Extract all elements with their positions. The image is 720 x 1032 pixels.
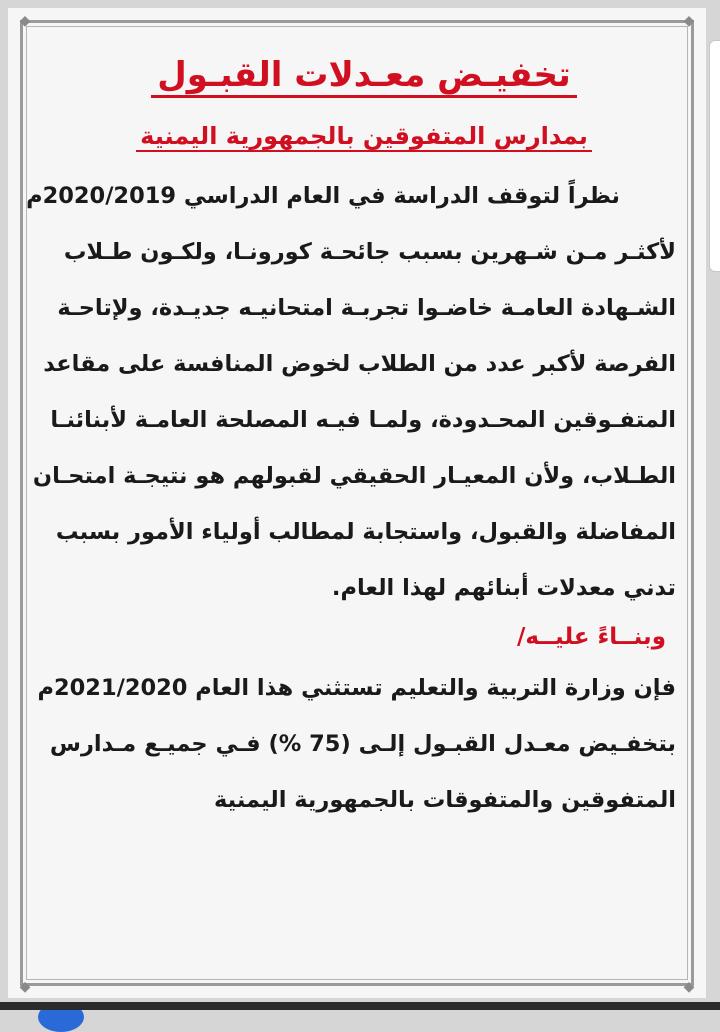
paragraph-line: الشـهادة العامـة خاضـوا تجربـة امتحانيـه جديـدة، ولإتاحـة xyxy=(57,295,676,321)
paragraph-line: الطـلاب، ولأن المعيـار الحقيقي لقبولهم هو نتيجـة امتحـان xyxy=(32,463,676,489)
paragraph-line: المفاضلة والقبول، واستجابة لمطالب أولياء الأمور بسبب xyxy=(55,519,676,545)
page-title-text: تخفيـض معـدلات القبـول xyxy=(151,55,577,98)
paragraph-line: فإن وزارة التربية والتعليم تستثني هذا العام 2021/2020م xyxy=(37,675,676,701)
corner-ornament-icon: ◆ xyxy=(683,979,695,995)
paragraph-line: المتفوقين والمتفوقات بالجمهورية اليمنية xyxy=(214,787,676,813)
document-page xyxy=(8,8,706,998)
bottom-bar xyxy=(0,1002,720,1010)
page-subtitle xyxy=(52,114,676,158)
resolution-heading: وبنــاءً عليــه/ xyxy=(516,624,666,650)
corner-ornament-icon: ◆ xyxy=(19,13,31,29)
paragraph-line: تدني معدلات أبنائهم لهذا العام. xyxy=(331,575,676,601)
decision-paragraph xyxy=(37,660,676,828)
paragraph-line: المتفـوقين المحـدودة، ولمـا فيـه المصلحة العامـة لأبنائنـا xyxy=(50,407,676,433)
document-content xyxy=(26,50,676,828)
corner-ornament-icon: ◆ xyxy=(683,13,695,29)
page-subtitle-text: بمدارس المتفوقين بالجمهورية اليمنية xyxy=(136,122,592,152)
page-title xyxy=(52,50,676,100)
paragraph-line: بتخفـيض معـدل القبـول إلـى (75 %) فـي جميـع مـدارس xyxy=(49,731,676,757)
intro-paragraph xyxy=(26,168,676,616)
paragraph-line: نظراً لتوقف الدراسة في العام الدراسي 2020/2019م xyxy=(26,183,620,209)
paragraph-line: الفرصة لأكبر عدد من الطلاب لخوض المنافسة على مقاعد xyxy=(43,351,676,377)
corner-ornament-icon: ◆ xyxy=(19,979,31,995)
side-panel-handle[interactable] xyxy=(709,40,720,272)
paragraph-line: لأكثـر مـن شـهرين بسبب جائحـة كورونـا، ولكـون طـلاب xyxy=(63,239,676,265)
